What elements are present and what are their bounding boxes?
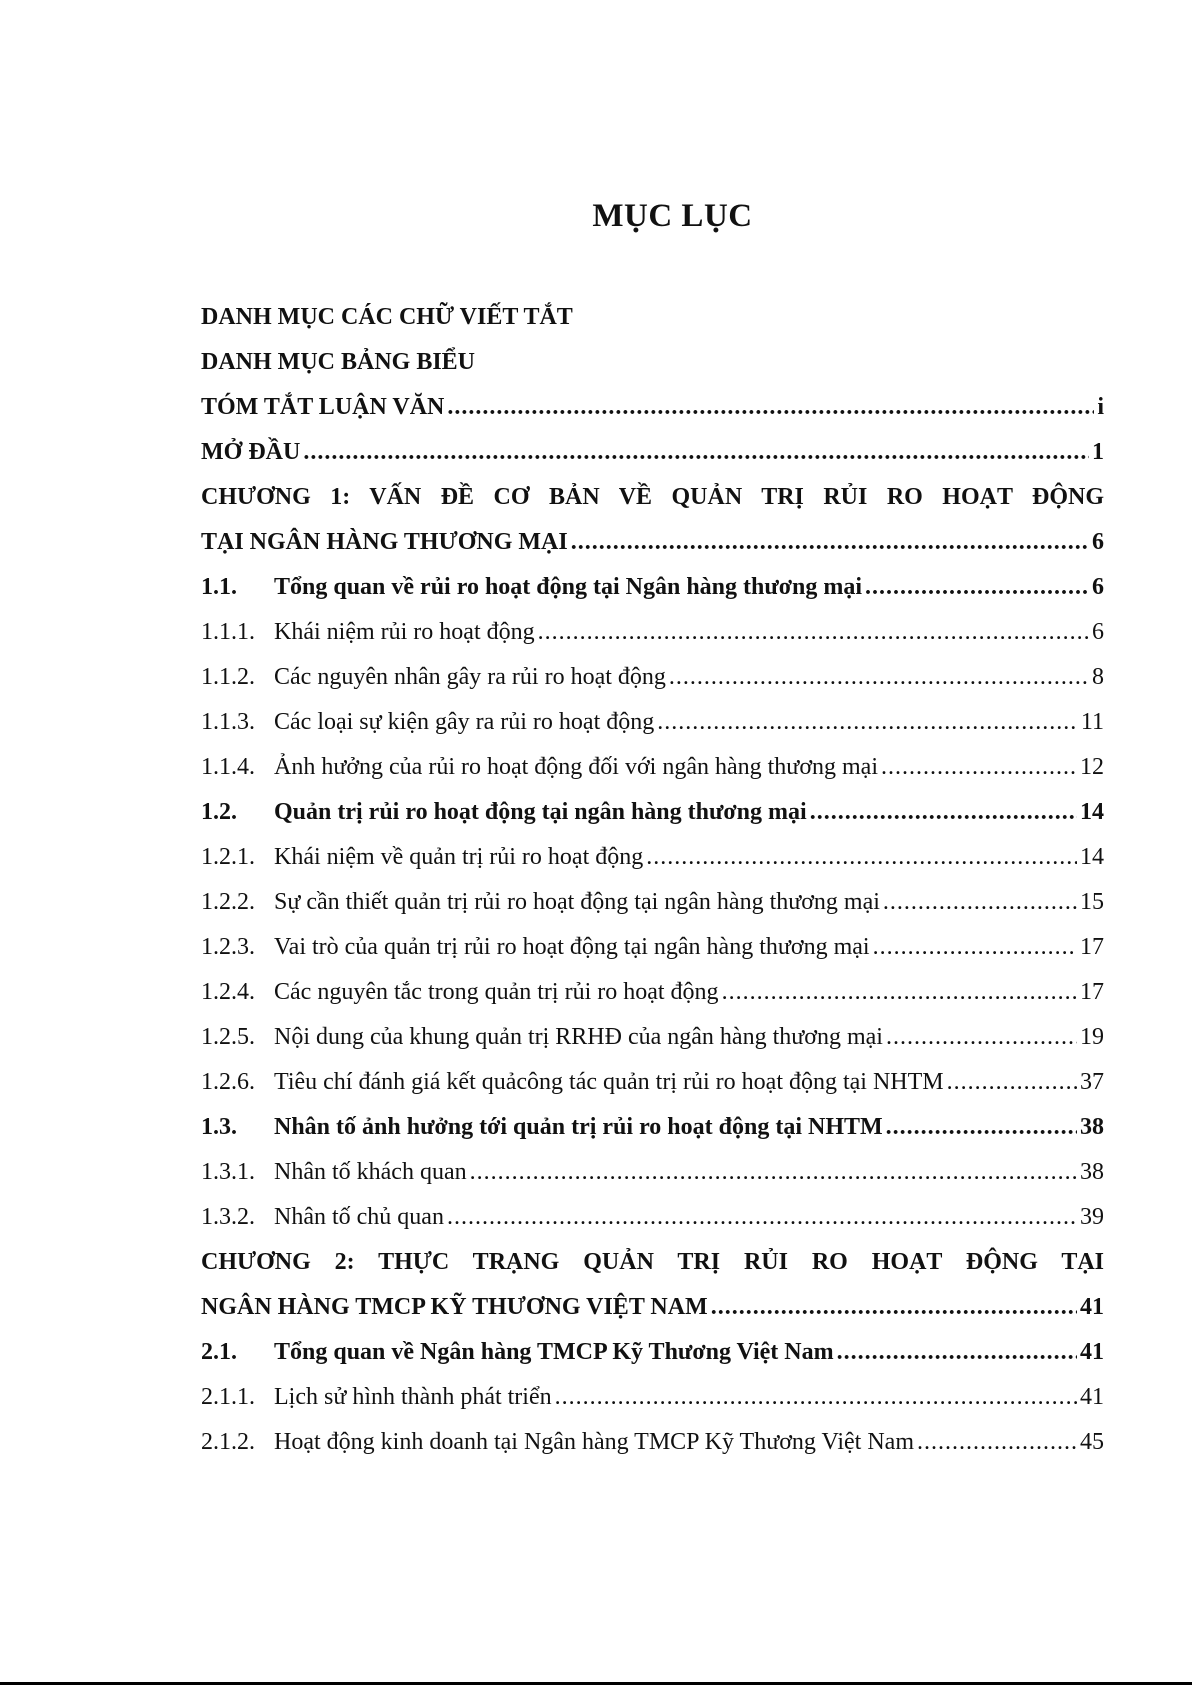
toc-page-number: 39 <box>1080 1204 1104 1230</box>
toc-entry-number: 1.1.3. <box>201 709 255 735</box>
toc-entry-tables <box>201 340 1104 385</box>
toc-page-number: 41 <box>1080 1339 1104 1365</box>
toc-page-number: 14 <box>1080 844 1104 870</box>
toc-entry-text: Nội dung của khung quản trị RRHĐ của ngân hàng thương mại <box>274 1024 883 1050</box>
toc-entry-number: 1.2. <box>201 799 237 825</box>
toc-entry-number: 2.1. <box>201 1339 237 1365</box>
dot-leader <box>571 520 1089 565</box>
toc-entry-text: Nhân tố chủ quan <box>274 1204 444 1230</box>
toc-page-number: 8 <box>1092 664 1104 690</box>
page-title: MỤC LỤC <box>592 198 753 234</box>
dot-leader <box>447 1195 1077 1240</box>
toc-entry-text: Tổng quan về rủi ro hoạt động tại Ngân hàng thương mại <box>274 574 863 600</box>
toc-page-number: 19 <box>1080 1024 1104 1050</box>
toc-entry-text: TÓM TẮT LUẬN VĂN <box>201 394 445 420</box>
toc-subsection-2-1-1 <box>201 1375 1104 1420</box>
toc-entry-text: Quản trị rủi ro hoạt động tại ngân hàng thương mại <box>274 799 807 825</box>
toc-entry-text: Vai trò của quản trị rủi ro hoạt động tại ngân hàng thương mại <box>274 934 870 960</box>
toc-entry-text: Các nguyên tắc trong quản trị rủi ro hoạt động <box>274 979 719 1005</box>
toc-page-number: 14 <box>1080 799 1104 825</box>
toc-entry-number: 2.1.2. <box>201 1429 255 1455</box>
toc-entry-text: Khái niệm về quản trị rủi ro hoạt động <box>274 844 644 870</box>
dot-leader <box>947 1060 1077 1105</box>
toc-entry-text: Hoạt động kinh doanh tại Ngân hàng TMCP Kỹ Thương Việt Nam <box>274 1429 914 1455</box>
toc-entry-number: 1.2.4. <box>201 979 255 1005</box>
toc-page-number: 15 <box>1080 889 1104 915</box>
dot-leader <box>711 1285 1077 1330</box>
dot-leader <box>883 880 1077 925</box>
toc-entry-number: 2.1.1. <box>201 1384 255 1410</box>
toc-entry-number: 1.1.4. <box>201 754 255 780</box>
toc-entry-text: Sự cần thiết quản trị rủi ro hoạt động tại ngân hàng thương mại <box>274 889 880 915</box>
toc-entry-number: 1.1.1. <box>201 619 255 645</box>
toc-subsection-1-2-3 <box>201 925 1104 970</box>
toc-subsection-1-2-6 <box>201 1060 1104 1105</box>
dot-leader <box>886 1015 1077 1060</box>
toc-page-number: 6 <box>1092 529 1104 555</box>
toc-entry-text: DANH MỤC CÁC CHỮ VIẾT TẮT <box>201 304 573 330</box>
toc-entry-text: Ảnh hưởng của rủi ro hoạt động đối với ngân hàng thương mại <box>274 754 878 780</box>
dot-leader <box>669 655 1089 700</box>
toc-entry-text: Nhân tố khách quan <box>274 1159 467 1185</box>
dot-leader <box>873 925 1077 970</box>
toc-chapter-1-line-1: CHƯƠNG 1: VẤN ĐỀ CƠ BẢN VỀ QUẢN TRỊ RỦI RO HOẠT ĐỘNG <box>201 484 1104 510</box>
toc-entry-text: Tiêu chí đánh giá kết quảcông tác quản trị rủi ro hoạt động tại NHTM <box>274 1069 944 1095</box>
toc-subsection-1-1-1 <box>201 610 1104 655</box>
toc-chapter-2-line-1: CHƯƠNG 2: THỰC TRẠNG QUẢN TRỊ RỦI RO HOẠT ĐỘNG TẠI <box>201 1249 1104 1275</box>
toc-section-1-1 <box>201 565 1104 610</box>
toc-page-number: i <box>1097 394 1104 420</box>
toc-entry-text: Khái niệm rủi ro hoạt động <box>274 619 535 645</box>
toc-page-number: 17 <box>1080 934 1104 960</box>
dot-leader <box>555 1375 1077 1420</box>
dot-leader <box>886 1105 1077 1150</box>
toc-entry-text: NGÂN HÀNG TMCP KỸ THƯƠNG VIỆT NAM <box>201 1294 708 1320</box>
toc-subsection-1-2-1 <box>201 835 1104 880</box>
dot-leader <box>810 790 1077 835</box>
toc-subsection-1-2-4 <box>201 970 1104 1015</box>
dot-leader <box>837 1330 1077 1375</box>
toc-entry-number: 1.3.1. <box>201 1159 255 1185</box>
toc-subsection-1-1-2 <box>201 655 1104 700</box>
toc-entry-number: 1.1.2. <box>201 664 255 690</box>
toc-page-number: 6 <box>1092 619 1104 645</box>
toc-subsection-1-2-5 <box>201 1015 1104 1060</box>
toc-entry-number: 1.1. <box>201 574 237 600</box>
toc-entry-number: 1.2.3. <box>201 934 255 960</box>
toc-entry-text: Lịch sử hình thành phát triển <box>274 1384 552 1410</box>
toc-page-number: 17 <box>1080 979 1104 1005</box>
toc-entry-number: 1.2.1. <box>201 844 255 870</box>
toc-subsection-1-3-1 <box>201 1150 1104 1195</box>
toc-page-number: 11 <box>1080 709 1104 735</box>
toc-entry-text: DANH MỤC BẢNG BIỂU <box>201 349 476 375</box>
toc-subsection-2-1-2 <box>201 1420 1104 1465</box>
dot-leader <box>303 430 1089 475</box>
toc-page-number: 45 <box>1080 1429 1104 1455</box>
toc-entry-number: 1.2.2. <box>201 889 255 915</box>
toc-subsection-1-2-2 <box>201 880 1104 925</box>
dot-leader <box>917 1420 1077 1465</box>
toc-section-2-1 <box>201 1330 1104 1375</box>
toc-page-number: 38 <box>1080 1159 1104 1185</box>
dot-leader <box>646 835 1077 880</box>
toc-page-number: 41 <box>1080 1384 1104 1410</box>
toc-chapter-1-line-2 <box>201 520 1104 565</box>
toc-entry-number: 1.2.6. <box>201 1069 255 1095</box>
toc-page-number: 12 <box>1080 754 1104 780</box>
toc-page-number: 41 <box>1080 1294 1104 1320</box>
dot-leader <box>657 700 1078 745</box>
dot-leader <box>865 565 1089 610</box>
toc-entry-abbreviations <box>201 295 1104 340</box>
toc-subsection-1-3-2 <box>201 1195 1104 1240</box>
toc-entry-text: Các nguyên nhân gây ra rủi ro hoạt động <box>274 664 666 690</box>
toc-chapter-2-line-2 <box>201 1285 1104 1330</box>
toc-entry-text: Nhân tố ảnh hưởng tới quản trị rủi ro hoạt động tại NHTM <box>274 1114 883 1140</box>
toc-page-number: 1 <box>1092 439 1104 465</box>
toc-entry-text: Các loại sự kiện gây ra rủi ro hoạt động <box>274 709 655 735</box>
table-of-contents <box>201 295 1104 1465</box>
toc-entry-text: MỞ ĐẦU <box>201 439 301 465</box>
dot-leader <box>447 385 1094 430</box>
toc-subsection-1-1-4 <box>201 745 1104 790</box>
toc-page-number: 6 <box>1092 574 1104 600</box>
toc-entry-text: TẠI NGÂN HÀNG THƯƠNG MẠI <box>201 529 568 555</box>
toc-page-number: 38 <box>1080 1114 1104 1140</box>
toc-section-1-3 <box>201 1105 1104 1150</box>
dot-leader <box>470 1150 1077 1195</box>
dot-leader <box>881 745 1077 790</box>
toc-entry-introduction <box>201 430 1104 475</box>
toc-subsection-1-1-3 <box>201 700 1104 745</box>
toc-page-number: 37 <box>1080 1069 1104 1095</box>
dot-leader <box>722 970 1077 1015</box>
toc-entry-number: 1.3. <box>201 1114 237 1140</box>
toc-entry-summary <box>201 385 1104 430</box>
toc-entry-text: Tổng quan về Ngân hàng TMCP Kỹ Thương Việt Nam <box>274 1339 834 1365</box>
dot-leader <box>538 610 1089 655</box>
toc-entry-number: 1.2.5. <box>201 1024 255 1050</box>
toc-entry-number: 1.3.2. <box>201 1204 255 1230</box>
toc-section-1-2 <box>201 790 1104 835</box>
